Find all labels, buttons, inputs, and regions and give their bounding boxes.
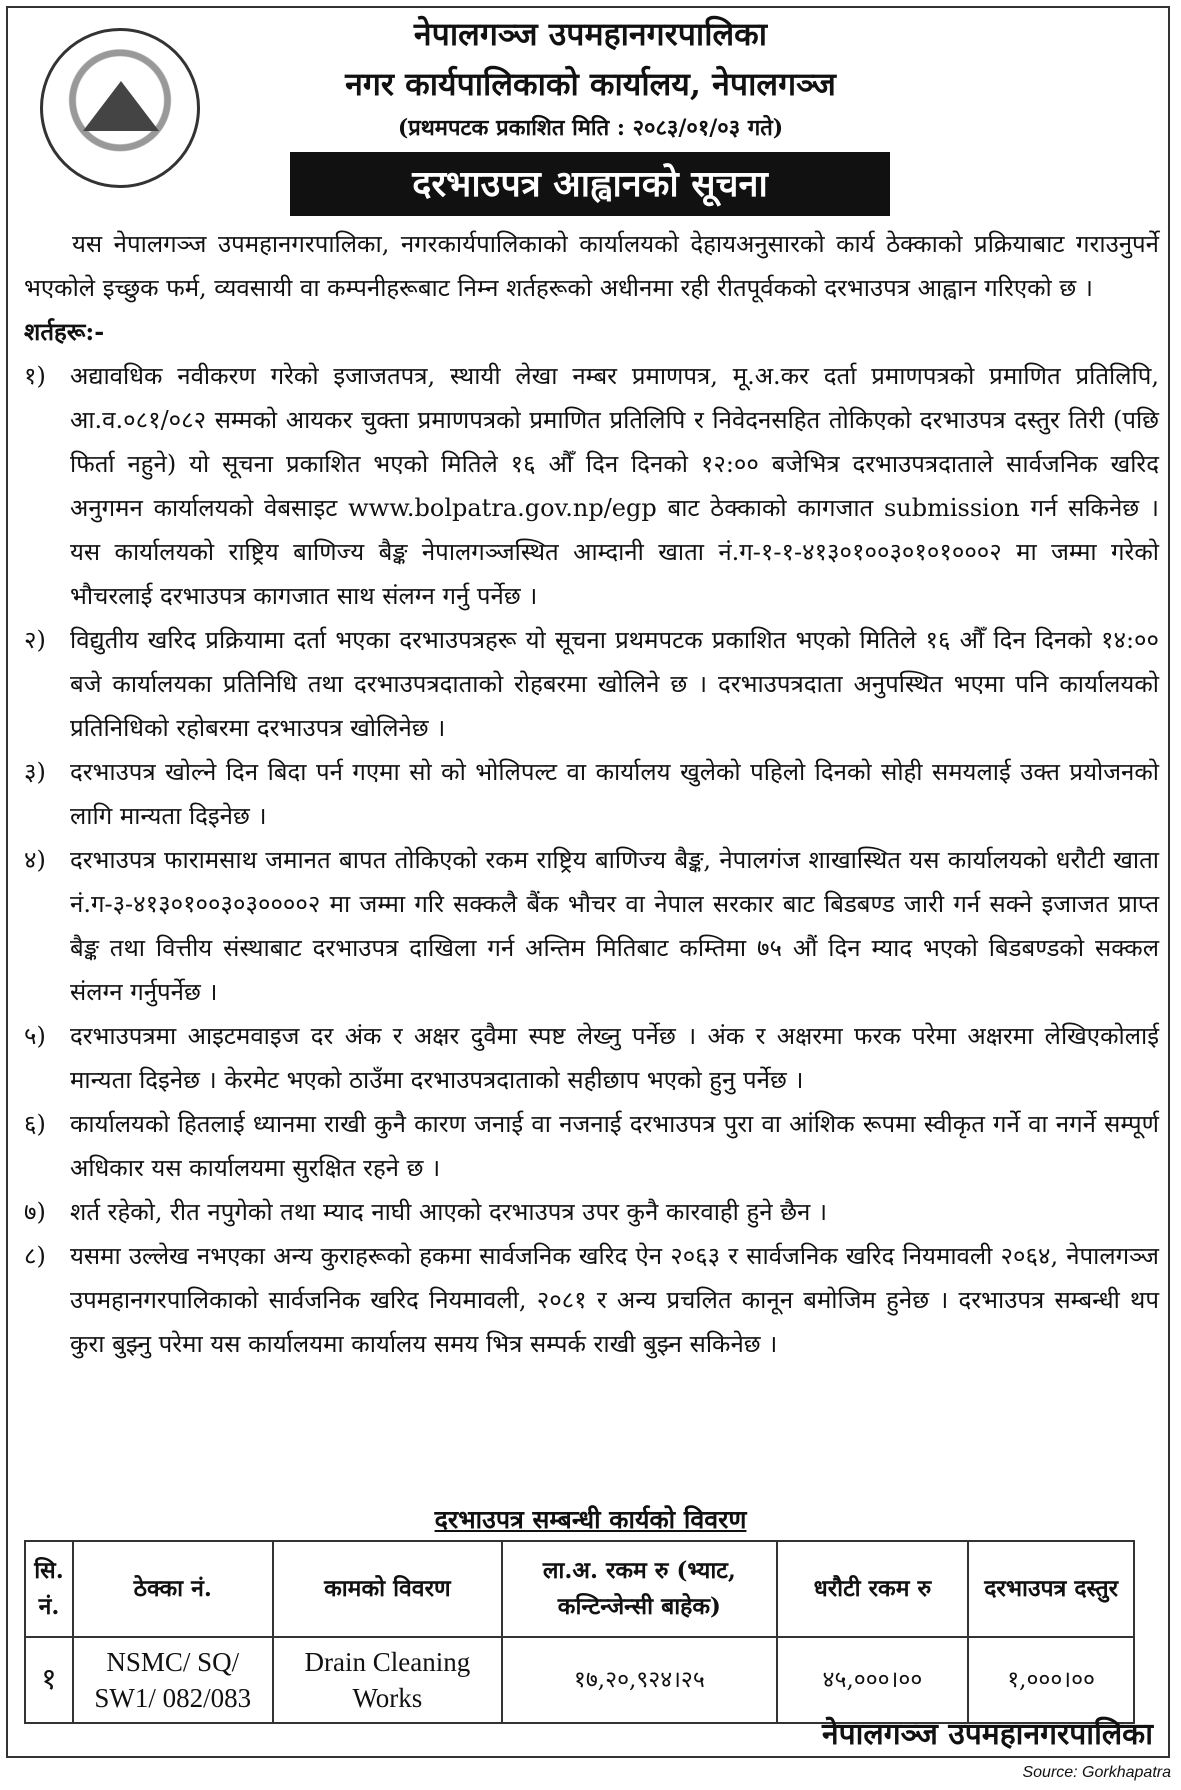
condition-number: ४) — [24, 846, 46, 874]
condition-item — [24, 1234, 1159, 1366]
intro-paragraph: यस नेपालगञ्ज उपमहानगरपालिका, नगरकार्यपालिकाको कार्यालयको देहायअनुसारको कार्य ठेक्काको प्रक्रियाबाट गराउनुपर्ने भएकोले इच्छुक फर्म, व्यवसायी वा कम्पनीहरूबाट निम्न शर्तहरूको अधीनमा रही रीतपूर्वकको दरभाउपत्र आह्वान गरिएको छ । — [24, 230, 1159, 302]
condition-text: विद्युतीय खरिद प्रक्रियामा दर्ता भएका दरभाउपत्रहरू यो सूचना प्रथमपटक प्रकाशित भएको मितिले १६ औँ दिन दिनको १४:०० बजे कार्यालयका प्रतिनिधि तथा दरभाउपत्रदाताको रोहबरमा खोलिने छ । दरभाउपत्रदाता अनुपस्थित भएमा पनि कार्यालयको प्रतिनिधिको रहोबरमा दरभाउपत्र खोलिनेछ । — [70, 626, 1159, 742]
header-cost-estimate: ला.अ. रकम रु (भ्याट, कन्टिन्जेन्सी बाहेक) — [502, 1541, 776, 1637]
condition-item — [24, 618, 1159, 750]
signature-org: नेपालगञ्ज उपमहानगरपालिका — [821, 1717, 1153, 1752]
conditions-list — [24, 354, 1159, 1366]
condition-text: दरभाउपत्र फारामसाथ जमानत बापत तोकिएको रकम राष्ट्रिय बाणिज्य बैङ्क, नेपालगंज शाखास्थित यस कार्यालयको धरौटी खाता नं.ग-३-४१३०१००३०३००००२ मा जम्मा गरि सक्कलै बैंक भौचर वा नेपाल सरकार बाट बिडबण्ड जारी गर्न सक्ने इजाजत प्राप्त बैङ्क तथा वित्तीय संस्थाबाट दरभाउपत्र दाखिला गर्न अन्तिम मितिबाट कम्तिमा ७५ औं दिन म्याद भएको बिडबण्डको सक्कल संलग्न गर्नुपर्नेछ । — [70, 846, 1159, 1006]
header-contract-no: ठेक्का नं. — [73, 1541, 273, 1637]
condition-number: ३) — [24, 758, 46, 786]
org-name: नेपालगञ्ज उपमहानगरपालिका — [413, 15, 768, 53]
condition-number: २) — [24, 626, 46, 654]
office-name: नगर कार्यपालिकाको कार्यालय, नेपालगञ्ज — [345, 65, 836, 103]
condition-item — [24, 1190, 1159, 1234]
cell-bid-security: ४५,०००।०० — [777, 1637, 969, 1723]
notice-body — [24, 222, 1159, 1366]
table-header-row — [25, 1541, 1134, 1637]
condition-text: दरभाउपत्रमा आइटमवाइज दर अंक र अक्षर दुवैमा स्पष्ट लेख्नु पर्नेछ । अंक र अक्षरमा फरक परेमा अक्षरमा लेखिएकोलाई मान्यता दिइनेछ । केरमेट भएको ठाउँमा दरभाउपत्रदाताको सहीछाप भएको हुनु पर्नेछ । — [70, 1022, 1159, 1094]
condition-text: शर्त रहेको, रीत नपुगेको तथा म्याद नाघी आएको दरभाउपत्र उपर कुनै कारवाही हुने छैन । — [70, 1198, 828, 1226]
condition-number: ८) — [24, 1242, 46, 1270]
table-title: दरभाउपत्र सम्बन्धी कार्यको विवरण — [434, 1505, 747, 1534]
condition-number: १) — [24, 362, 46, 390]
cell-contract-no: NSMC/ SQ/ SW1/ 082/083 — [73, 1637, 273, 1723]
condition-text: कार्यालयको हितलाई ध्यानमा राखी कुनै कारण जनाई वा नजनाई दरभाउपत्र पुरा वा आंशिक रूपमा स्वीकृत गर्ने वा नगर्ने सम्पूर्ण अधिकार यस कार्यालयमा सुरक्षित रहने छ । — [70, 1110, 1159, 1182]
tender-table — [24, 1540, 1135, 1724]
condition-item — [24, 354, 1159, 618]
condition-text: अद्यावधिक नवीकरण गरेको इजाजतपत्र, स्थायी लेखा नम्बर प्रमाणपत्र, मू.अ.कर दर्ता प्रमाणपत्रको प्रमाणित प्रतिलिपि, आ.व.०८१/०८२ सम्मको आयकर चुक्ता प्रमाणपत्रको प्रमाणित प्रतिलिपि र निवेदनसहित तोकिएको दरभाउपत्र दस्तुर तिरी (पछि फिर्ता नहुने) यो सूचना प्रकाशित भएको मितिले १६ औँ दिन दिनको १२:०० बजेभित्र दरभाउपत्रदाताले सार्वजनिक खरिद अनुगमन कार्यालयको वेबसाइट www.bolpatra.gov.np/egp बाट ठेक्काको कागजात submission गर्न सकिनेछ । यस कार्यालयको राष्ट्रिय बाणिज्य बैङ्क नेपालगञ्जस्थित आम्दानी खाता नं.ग-१-१-४१३०१००३०१०१०००२ मा जम्मा गरेको भौचरलाई दरभाउपत्र कागजात साथ संलग्न गर्नु पर्नेछ । — [70, 362, 1159, 610]
conditions-title: शर्तहरू:- — [24, 317, 105, 346]
cell-cost-estimate: १७,२०,९२४।२५ — [502, 1637, 776, 1723]
condition-text: दरभाउपत्र खोल्ने दिन बिदा पर्न गएमा सो को भोलिपल्ट वा कार्यालय खुलेको पहिलो दिनको सोही समयलाई उक्त प्रयोजनको लागि मान्यता दिइनेछ । — [70, 758, 1159, 830]
header-work-description: कामको विवरण — [273, 1541, 503, 1637]
condition-number: ५) — [24, 1022, 46, 1050]
source-credit: Source: Gorkhapatra — [1022, 1764, 1171, 1781]
header-sn: सि. नं. — [25, 1541, 73, 1637]
publish-date: (प्रथमपटक प्रकाशित मिति : २०८३/०१/०३ गते) — [397, 115, 784, 141]
condition-item — [24, 1102, 1159, 1190]
table-row — [25, 1637, 1134, 1723]
condition-number: ६) — [24, 1110, 46, 1138]
condition-item — [24, 1014, 1159, 1102]
condition-item — [24, 838, 1159, 1014]
condition-text: यसमा उल्लेख नभएका अन्य कुराहरूको हकमा सार्वजनिक खरिद ऐन २०६३ र सार्वजनिक खरिद नियमावली २०६४, नेपालगञ्ज उपमहानगरपालिकाको सार्वजनिक खरिद नियमावली, २०८१ र अन्य प्रचलित कानून बमोजिम हुनेछ । दरभाउपत्र सम्बन्धी थप कुरा बुझ्नु परेमा यस कार्यालयमा कार्यालय समय भित्र सम्पर्क राखी बुझ्न सकिनेछ । — [70, 1242, 1159, 1358]
cell-work-description: Drain Cleaning Works — [273, 1637, 503, 1723]
condition-item — [24, 750, 1159, 838]
cell-sn: १ — [25, 1637, 73, 1723]
condition-number: ७) — [24, 1198, 46, 1226]
notice-title: दरभाउपत्र आह्वानको सूचना — [290, 152, 890, 216]
cell-bid-fee: १,०००।०० — [968, 1637, 1134, 1723]
header-bid-fee: दरभाउपत्र दस्तुर — [968, 1541, 1134, 1637]
header-bid-security: धरौटी रकम रु — [777, 1541, 969, 1637]
